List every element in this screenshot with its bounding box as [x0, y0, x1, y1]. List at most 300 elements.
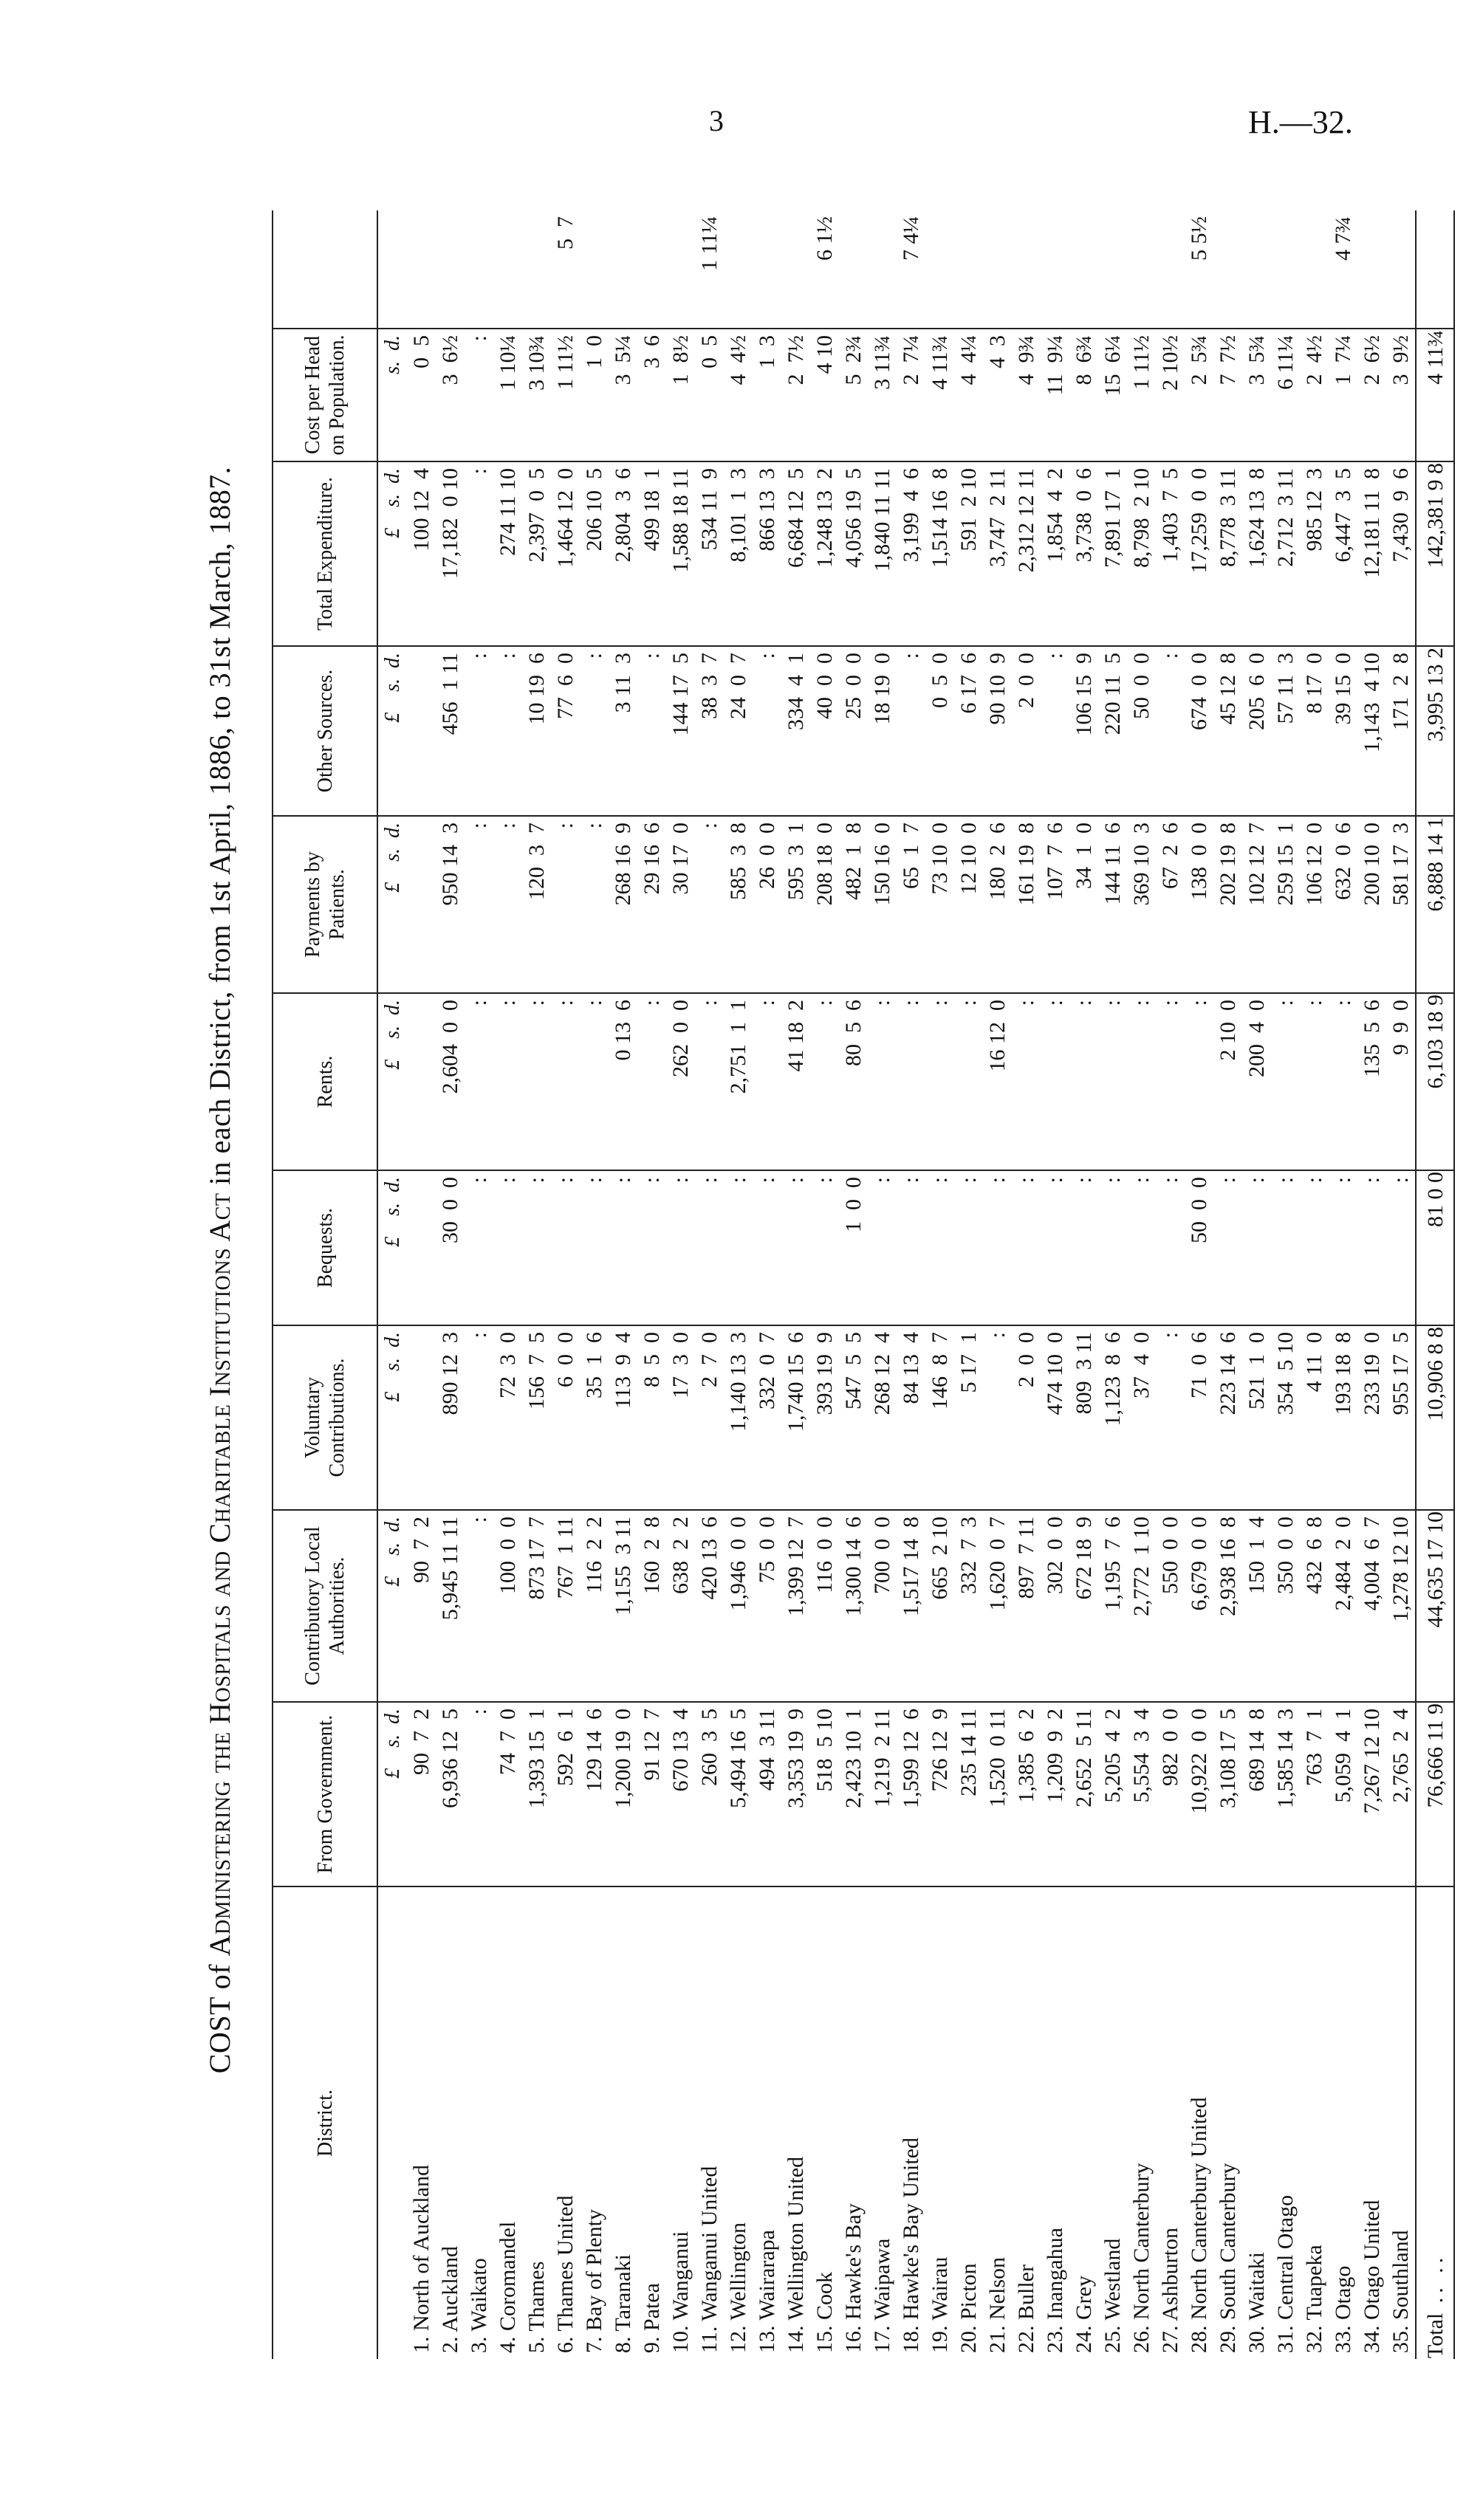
cell-voluntary: : — [465, 1325, 493, 1510]
cell-patients: 12 10 0 — [954, 816, 983, 993]
total-per-head: 4 11¾ — [1416, 329, 1454, 461]
cell-local: 873 17 7 — [522, 1510, 551, 1702]
cell-per-head: : — [465, 329, 493, 461]
cell-bequests: : — [522, 1170, 551, 1325]
cell-bequests: : — [695, 1170, 724, 1325]
cell-patients: 259 15 1 — [1271, 816, 1300, 993]
bracket-note: 4 7¾ — [1329, 210, 1357, 329]
bracket-note — [609, 210, 637, 329]
district-name: 9. Patea — [640, 2283, 664, 2353]
cell-government: 763 7 1 — [1300, 1702, 1329, 1886]
cell-government: 592 6 1 — [551, 1702, 580, 1886]
expenditure-table — [272, 210, 1455, 2359]
unit-government: £ s. d. — [377, 1702, 407, 1886]
cell-total: 1,588 18 11 — [666, 461, 695, 646]
cell-rents: : — [1041, 993, 1069, 1170]
cell-total: 206 10 5 — [580, 461, 609, 646]
table-row — [666, 210, 695, 2359]
bracket-note — [1069, 210, 1098, 329]
cell-patients: 202 19 8 — [1213, 816, 1242, 993]
cell-other: 456 1 11 — [436, 646, 465, 816]
bracket-note — [1012, 210, 1041, 329]
cell-per-head: 3 5¾ — [1242, 329, 1271, 461]
cell-other: 2 0 0 — [1012, 646, 1041, 816]
cell-other: 25 0 0 — [839, 646, 868, 816]
table-row — [1041, 210, 1069, 2359]
cell-rents: : — [753, 993, 781, 1170]
title-caps: Administering the Hospitals and Charitable Institutions Act — [203, 1192, 236, 1957]
page-number: 3 — [709, 104, 724, 137]
cell-other: 57 11 3 — [1271, 646, 1300, 816]
cell-local: 1,300 14 6 — [839, 1510, 868, 1702]
cell-patients: : — [580, 816, 609, 993]
total-local: 44,635 17 10 — [1416, 1510, 1454, 1702]
cell-other: 106 15 9 — [1069, 646, 1098, 816]
table-row — [724, 210, 753, 2359]
cell-government: 3,108 17 5 — [1213, 1702, 1242, 1886]
cell-patients: 67 2 6 — [1156, 816, 1185, 993]
cell-voluntary: 354 5 10 — [1271, 1325, 1300, 1510]
bracket-note — [983, 210, 1012, 329]
unit-row — [377, 210, 407, 2359]
cell-other: 24 0 7 — [724, 646, 753, 816]
cell-other: 39 15 0 — [1329, 646, 1357, 816]
cell-bequests — [407, 1170, 436, 1325]
title-prefix: COST of — [203, 1956, 236, 2074]
unit-per-head: s. d. — [377, 329, 407, 461]
cell-voluntary: 8 5 0 — [637, 1325, 666, 1510]
cell-total: 17,182 0 10 — [436, 461, 465, 646]
district-name: 3. Waikato — [467, 2258, 491, 2353]
cell-bequests: : — [925, 1170, 954, 1325]
cell-rents: : — [1271, 993, 1300, 1170]
cell-patients: 30 17 0 — [666, 816, 695, 993]
table-row — [810, 210, 839, 2359]
bracket-note — [465, 210, 493, 329]
cell-government: 518 5 10 — [810, 1702, 839, 1886]
cell-government: : — [465, 1702, 493, 1886]
cell-government: 5,554 3 4 — [1127, 1702, 1156, 1886]
cell-local: 302 0 0 — [1041, 1510, 1069, 1702]
cell-local: 116 0 0 — [810, 1510, 839, 1702]
cell-local: 150 1 4 — [1242, 1510, 1271, 1702]
district-name: 1. North of Auckland — [409, 2165, 434, 2353]
cell-voluntary: 17 3 0 — [666, 1325, 695, 1510]
cell-total: 8,101 1 3 — [724, 461, 753, 646]
district-name: 31. Central Otago — [1273, 2194, 1298, 2353]
total-expenditure: 142,381 9 8 — [1416, 461, 1454, 646]
cell-patients: 138 0 0 — [1185, 816, 1213, 993]
cell-rents: 262 0 0 — [666, 993, 695, 1170]
district-name: 27. Ashburton — [1158, 2227, 1182, 2353]
cell-total: 866 13 3 — [753, 461, 781, 646]
cell-government: 2,423 10 1 — [839, 1702, 868, 1886]
cell-bequests: : — [1357, 1170, 1386, 1325]
cell-rents: 2 10 0 — [1213, 993, 1242, 1170]
total-rents: 6,103 18 9 — [1416, 993, 1454, 1170]
cell-bequests: : — [1386, 1170, 1416, 1325]
table-row — [753, 210, 781, 2359]
cell-per-head: 4 11¾ — [925, 329, 954, 461]
cell-government: 2,765 2 4 — [1386, 1702, 1416, 1886]
cell-total: 1,464 12 0 — [551, 461, 580, 646]
bracket-note — [1127, 210, 1156, 329]
district-name: 34. Otago United — [1360, 2200, 1384, 2353]
cell-rents: 80 5 6 — [839, 993, 868, 1170]
cell-patients: 585 3 8 — [724, 816, 753, 993]
cell-bequests: : — [983, 1170, 1012, 1325]
cell-voluntary: 37 4 0 — [1127, 1325, 1156, 1510]
cell-government: 260 3 5 — [695, 1702, 724, 1886]
cell-per-head: 1 7¼ — [1329, 329, 1357, 461]
bracket-note — [407, 210, 436, 329]
cell-rents: : — [1300, 993, 1329, 1170]
table-row — [1357, 210, 1386, 2359]
cell-local: 90 7 2 — [407, 1510, 436, 1702]
cell-rents: 41 18 2 — [781, 993, 810, 1170]
bracket-note — [1156, 210, 1185, 329]
cell-total: 12,181 11 8 — [1357, 461, 1386, 646]
district-name: 2. Auckland — [438, 2246, 462, 2353]
cell-local: : — [465, 1510, 493, 1702]
cell-government: 10,922 0 0 — [1185, 1702, 1213, 1886]
cell-local: 1,620 0 7 — [983, 1510, 1012, 1702]
header-district: District. — [273, 1886, 377, 2359]
cell-voluntary — [407, 1325, 436, 1510]
bracket-note: 6 1½ — [810, 210, 839, 329]
cell-total: 985 12 3 — [1300, 461, 1329, 646]
cell-patients: 102 12 7 — [1242, 816, 1271, 993]
table-row — [839, 210, 868, 2359]
cell-patients: 369 10 3 — [1127, 816, 1156, 993]
table-row — [1271, 210, 1300, 2359]
total-voluntary: 10,906 8 8 — [1416, 1325, 1454, 1510]
district-name: 6. Thames United — [553, 2195, 578, 2353]
cell-total: 591 2 10 — [954, 461, 983, 646]
cell-per-head: 3 9½ — [1386, 329, 1416, 461]
cell-other: 3 11 3 — [609, 646, 637, 816]
cell-local: 332 7 3 — [954, 1510, 983, 1702]
cell-per-head: 2 6½ — [1357, 329, 1386, 461]
cell-rents: : — [695, 993, 724, 1170]
cell-voluntary: 268 12 4 — [868, 1325, 897, 1510]
cell-patients: 180 2 6 — [983, 816, 1012, 993]
cell-voluntary: 156 7 5 — [522, 1325, 551, 1510]
cell-total: 6,447 3 5 — [1329, 461, 1357, 646]
cell-per-head: 11 9¼ — [1041, 329, 1069, 461]
unit-other: £ s. d. — [377, 646, 407, 816]
table-row — [1329, 210, 1357, 2359]
bracket-note — [580, 210, 609, 329]
cell-patients: 482 1 8 — [839, 816, 868, 993]
cell-government: 5,494 16 5 — [724, 1702, 753, 1886]
cell-rents: : — [954, 993, 983, 1170]
cell-rents: 2,604 0 0 — [436, 993, 465, 1170]
bracket-note — [1300, 210, 1329, 329]
cell-per-head: 15 6¼ — [1098, 329, 1127, 461]
cell-patients: 144 11 6 — [1098, 816, 1127, 993]
bracket-note — [839, 210, 868, 329]
cell-total: 1,403 7 5 — [1156, 461, 1185, 646]
cell-total: 8,798 2 10 — [1127, 461, 1156, 646]
cell-voluntary: 1,740 15 6 — [781, 1325, 810, 1510]
cell-other: : — [753, 646, 781, 816]
header-rents: Rents. — [273, 993, 377, 1170]
cell-local: 665 2 10 — [925, 1510, 954, 1702]
cell-per-head: 1 11½ — [551, 329, 580, 461]
cell-government: 5,205 4 2 — [1098, 1702, 1127, 1886]
cell-patients: 161 19 8 — [1012, 816, 1041, 993]
cell-local: 700 0 0 — [868, 1510, 897, 1702]
unit-voluntary: £ s. d. — [377, 1325, 407, 1510]
cell-voluntary: 71 0 6 — [1185, 1325, 1213, 1510]
cell-other: : — [637, 646, 666, 816]
cell-per-head: 2 4½ — [1300, 329, 1329, 461]
cell-local: 2,484 2 0 — [1329, 1510, 1357, 1702]
table-row — [637, 210, 666, 2359]
cell-per-head: 1 10¼ — [493, 329, 522, 461]
cell-patients: 581 17 3 — [1386, 816, 1416, 993]
cell-other: 18 19 0 — [868, 646, 897, 816]
cell-local: 638 2 2 — [666, 1510, 695, 1702]
cell-patients: 34 1 0 — [1069, 816, 1098, 993]
cell-bequests: : — [1098, 1170, 1127, 1325]
cell-government: 1,520 0 11 — [983, 1702, 1012, 1886]
cell-rents: : — [522, 993, 551, 1170]
bracket-note — [637, 210, 666, 329]
cell-total: 2,397 0 5 — [522, 461, 551, 646]
cell-local: 1,946 0 0 — [724, 1510, 753, 1702]
cell-bequests: : — [1041, 1170, 1069, 1325]
document-reference: H.—32. — [1248, 104, 1353, 140]
cell-other: 0 5 0 — [925, 646, 954, 816]
unit-cell-notes — [377, 210, 407, 329]
district-name: 21. Nelson — [985, 2257, 1010, 2353]
cell-local: 897 7 11 — [1012, 1510, 1041, 1702]
cell-voluntary: 2 7 0 — [695, 1325, 724, 1510]
district-name: 29. South Canterbury — [1216, 2163, 1240, 2353]
district-name: 33. Otago — [1331, 2265, 1355, 2353]
cell-total: 1,840 11 11 — [868, 461, 897, 646]
cell-total: 8,778 3 11 — [1213, 461, 1242, 646]
cell-government: 670 13 4 — [666, 1702, 695, 1886]
table-row — [1012, 210, 1041, 2359]
cell-voluntary: 146 8 7 — [925, 1325, 954, 1510]
cell-rents: : — [1329, 993, 1357, 1170]
bracket-note — [436, 210, 465, 329]
cell-patients: 29 16 6 — [637, 816, 666, 993]
cell-government: 2,652 5 11 — [1069, 1702, 1098, 1886]
district-name: 18. Hawke's Bay United — [899, 2137, 923, 2353]
cell-total: 2,312 12 11 — [1012, 461, 1041, 646]
table-row — [1185, 210, 1213, 2359]
cell-local: 1,517 14 8 — [897, 1510, 925, 1702]
cell-per-head: 8 6¾ — [1069, 329, 1098, 461]
cell-government: 3,353 19 9 — [781, 1702, 810, 1886]
cell-local: 2,772 1 10 — [1127, 1510, 1156, 1702]
cell-voluntary: 474 10 0 — [1041, 1325, 1069, 1510]
table-row — [897, 210, 925, 2359]
cell-bequests: : — [637, 1170, 666, 1325]
cell-per-head: 2 10½ — [1156, 329, 1185, 461]
district-name: 22. Buller — [1014, 2265, 1038, 2353]
cell-per-head: 1 11½ — [1127, 329, 1156, 461]
cell-local: 5,945 11 11 — [436, 1510, 465, 1702]
header-bequests: Bequests. — [273, 1170, 377, 1325]
cell-rents: : — [897, 993, 925, 1170]
table-row — [781, 210, 810, 2359]
cell-rents: : — [580, 993, 609, 1170]
bracket-note — [753, 210, 781, 329]
cell-total: 3,738 0 6 — [1069, 461, 1098, 646]
cell-patients — [407, 816, 436, 993]
cell-per-head: 3 10¾ — [522, 329, 551, 461]
cell-government: 90 7 2 — [407, 1702, 436, 1886]
cell-total: 17,259 0 0 — [1185, 461, 1213, 646]
cell-bequests: : — [954, 1170, 983, 1325]
district-name: 15. Cook — [812, 2271, 837, 2353]
table-row — [925, 210, 954, 2359]
cell-bequests: : — [810, 1170, 839, 1325]
cell-other: 6 17 6 — [954, 646, 983, 816]
table-row — [983, 210, 1012, 2359]
cell-other: 38 3 7 — [695, 646, 724, 816]
cell-local: 6,679 0 0 — [1185, 1510, 1213, 1702]
cell-other: 10 19 6 — [522, 646, 551, 816]
cell-voluntary: 113 9 4 — [609, 1325, 637, 1510]
table-body — [377, 210, 1416, 2359]
cell-total: 534 11 9 — [695, 461, 724, 646]
cell-government: 1,585 14 3 — [1271, 1702, 1300, 1886]
header-cost-per-head: Cost per Head on Population. — [273, 329, 377, 461]
cell-bequests: : — [724, 1170, 753, 1325]
cell-other: 90 10 9 — [983, 646, 1012, 816]
cell-bequests: : — [465, 1170, 493, 1325]
cell-local: 160 2 8 — [637, 1510, 666, 1702]
total-other: 3,995 13 2 — [1416, 646, 1454, 816]
table-row — [1213, 210, 1242, 2359]
cell-total: 1,624 13 8 — [1242, 461, 1271, 646]
cell-per-head: 1 8½ — [666, 329, 695, 461]
cell-rents — [407, 993, 436, 1170]
cell-government: 129 14 6 — [580, 1702, 609, 1886]
cell-bequests: 50 0 0 — [1185, 1170, 1213, 1325]
cell-rents: : — [1185, 993, 1213, 1170]
cell-government: 5,059 4 1 — [1329, 1702, 1357, 1886]
cell-per-head: 4 3 — [983, 329, 1012, 461]
cell-patients: 200 10 0 — [1357, 816, 1386, 993]
cell-local: 420 13 6 — [695, 1510, 724, 1702]
cell-total: 3,199 4 6 — [897, 461, 925, 646]
cell-bequests: : — [1069, 1170, 1098, 1325]
table-row — [695, 210, 724, 2359]
district-name: 28. North Canterbury United — [1187, 2097, 1211, 2353]
cell-voluntary: 72 3 0 — [493, 1325, 522, 1510]
cell-per-head: 2 7½ — [781, 329, 810, 461]
cell-patients: : — [551, 816, 580, 993]
cell-total: 1,854 4 2 — [1041, 461, 1069, 646]
bracket-note: 7 4¼ — [897, 210, 925, 329]
cell-rents: : — [1012, 993, 1041, 1170]
cell-per-head: 0 5 — [407, 329, 436, 461]
district-name: 14. Wellington United — [784, 2156, 808, 2353]
header-patients: Payments by Patients. — [273, 816, 377, 993]
cell-government: 689 14 8 — [1242, 1702, 1271, 1886]
unit-patients: £ s. d. — [377, 816, 407, 993]
cell-patients: 595 3 1 — [781, 816, 810, 993]
bracket-note — [493, 210, 522, 329]
cell-rents: 2,751 1 1 — [724, 993, 753, 1170]
cell-rents: 16 12 0 — [983, 993, 1012, 1170]
cell-local: 767 1 11 — [551, 1510, 580, 1702]
cell-other: 45 12 8 — [1213, 646, 1242, 816]
title-suffix: in each District, from 1st April, 1886, to 31st March, 1887. — [203, 466, 236, 1193]
cell-government: 494 3 11 — [753, 1702, 781, 1886]
district-name: 30. Waitaki — [1244, 2251, 1269, 2353]
bracket-note — [1386, 210, 1416, 329]
cell-other: 40 0 0 — [810, 646, 839, 816]
unit-total: £ s. d. — [377, 461, 407, 646]
cell-local: 432 6 8 — [1300, 1510, 1329, 1702]
district-name: 10. Wanganui — [668, 2231, 693, 2353]
table-row — [609, 210, 637, 2359]
cell-government: 1,599 12 6 — [897, 1702, 925, 1886]
cell-local: 1,195 7 6 — [1098, 1510, 1127, 1702]
cell-total: 274 11 10 — [493, 461, 522, 646]
cell-voluntary: 393 19 9 — [810, 1325, 839, 1510]
district-name: 25. Westland — [1100, 2238, 1125, 2353]
table-row — [465, 210, 493, 2359]
cell-bequests: : — [1300, 1170, 1329, 1325]
cell-local: 350 0 0 — [1271, 1510, 1300, 1702]
cell-other: : — [1041, 646, 1069, 816]
cell-voluntary: 809 3 11 — [1069, 1325, 1098, 1510]
total-government: 76,666 11 9 — [1416, 1702, 1454, 1886]
table-row — [493, 210, 522, 2359]
cell-patients: 268 16 9 — [609, 816, 637, 993]
district-name: 19. Wairau — [928, 2256, 952, 2353]
cell-patients: 208 18 0 — [810, 816, 839, 993]
district-name: 17. Waipawa — [870, 2238, 894, 2353]
bracket-note — [522, 210, 551, 329]
district-name: 8. Taranaki — [611, 2254, 635, 2353]
cell-bequests: : — [753, 1170, 781, 1325]
table-row — [1098, 210, 1127, 2359]
bracket-note — [666, 210, 695, 329]
cell-other: 77 6 0 — [551, 646, 580, 816]
total-notes-blank — [1416, 210, 1454, 329]
table-row — [1127, 210, 1156, 2359]
cell-other: 50 0 0 — [1127, 646, 1156, 816]
cell-government: 1,200 19 0 — [609, 1702, 637, 1886]
cell-voluntary: 521 1 0 — [1242, 1325, 1271, 1510]
cell-voluntary: 955 17 5 — [1386, 1325, 1416, 1510]
cell-total: 100 12 4 — [407, 461, 436, 646]
table-row — [1386, 210, 1416, 2359]
cell-per-head: 4 4½ — [724, 329, 753, 461]
cell-bequests: : — [580, 1170, 609, 1325]
cell-government: 726 12 9 — [925, 1702, 954, 1886]
cell-voluntary: 4 11 0 — [1300, 1325, 1329, 1510]
cell-bequests: : — [551, 1170, 580, 1325]
cell-voluntary: 547 5 5 — [839, 1325, 868, 1510]
cell-bequests: : — [1156, 1170, 1185, 1325]
cell-rents: : — [1156, 993, 1185, 1170]
cell-per-head: 3 6 — [637, 329, 666, 461]
cell-voluntary: : — [983, 1325, 1012, 1510]
cell-total: 1,248 13 2 — [810, 461, 839, 646]
cell-government: 1,385 6 2 — [1012, 1702, 1041, 1886]
